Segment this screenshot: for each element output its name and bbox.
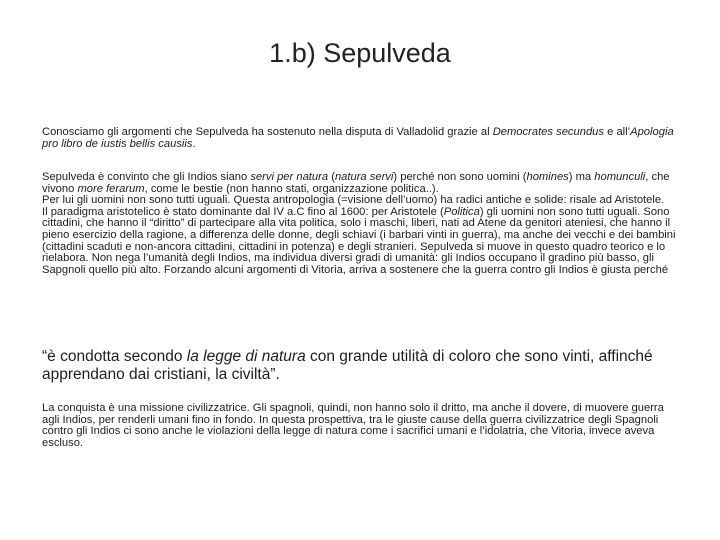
quote-paragraph: “è condotta secondo la legge di natura con grande utilità di coloro che sono vinti, affinché apprendano dai cristiani, la civiltà”. [42, 348, 653, 383]
intro-text: Conosciamo gli argomenti che Sepulveda ha sostenuto nella disputa di Valladolid grazie al Democrates secundus e all’Apologia pro libro de iustis bellis causiis. [42, 126, 674, 150]
aristotle-text: Il paradigma aristotelico è stato dominante dal IV a.C fino al 1600: per Aristotele (Politica) gli uomini non sono tutti uguali. Sono cittadini, che hanno il “diritto” di partecipare alla vita politica, solo i maschi, liberi, nati ad Atene da genitori ateniesi, che hanno il pieno esercizio della ragione, a differenza delle donne, degli schiavi (i barbari vinti in guerra), ma anche dei vecchi e dei bambini (cittadini scaduti e non-ancora cittadini, cittadini in potenza) e degli stranieri. Sepulveda si muove in questo quadro teorico e lo rielabora. Non nega l’umanità degli Indios, ma individua diversi gradi di umanità: gli Indios occupano il gradino più basso, gli Sapgnoli quello più alto. Forzando alcuni argomenti di Vitoria, arriva a sostenere che la guerra contro gli Indios è giusta perché [42, 205, 676, 276]
intro-paragraph [42, 127, 682, 150]
conquest-paragraph [42, 403, 682, 449]
conquest-text: La conquista è una missione civilizzatrice. Gli spagnoli, quindi, non hanno solo il dritto, ma anche il dovere, di muovere guerra agli Indios, per renderli umani fino in fondo. In questa prospettiva, tra le giuste cause della guerra civilizzatrice degli Spagnoli contro gli Indios ci sono anche le violazioni della legge di natura come i sacrifici umani e l’idolatria, che Vitoria, invece aveva escluso. [42, 402, 664, 449]
slide-title: 1.b) Sepulveda [269, 38, 451, 68]
argument-paragraph [42, 172, 682, 276]
natura-servi-text: Sepulveda è convinto che gli Indios siano servi per natura (natura servi) perché non sono uomini (homines) ma homunculi, che vivono more ferarum, come le bestie (non hanno stati, organizzazione politica..). [42, 171, 670, 195]
anthropology-text: Per lui gli uomini non sono tutti uguali. Questa antropologia (=visione dell’uomo) ha radici antiche e solide: risale ad Aristotele. [42, 194, 665, 207]
